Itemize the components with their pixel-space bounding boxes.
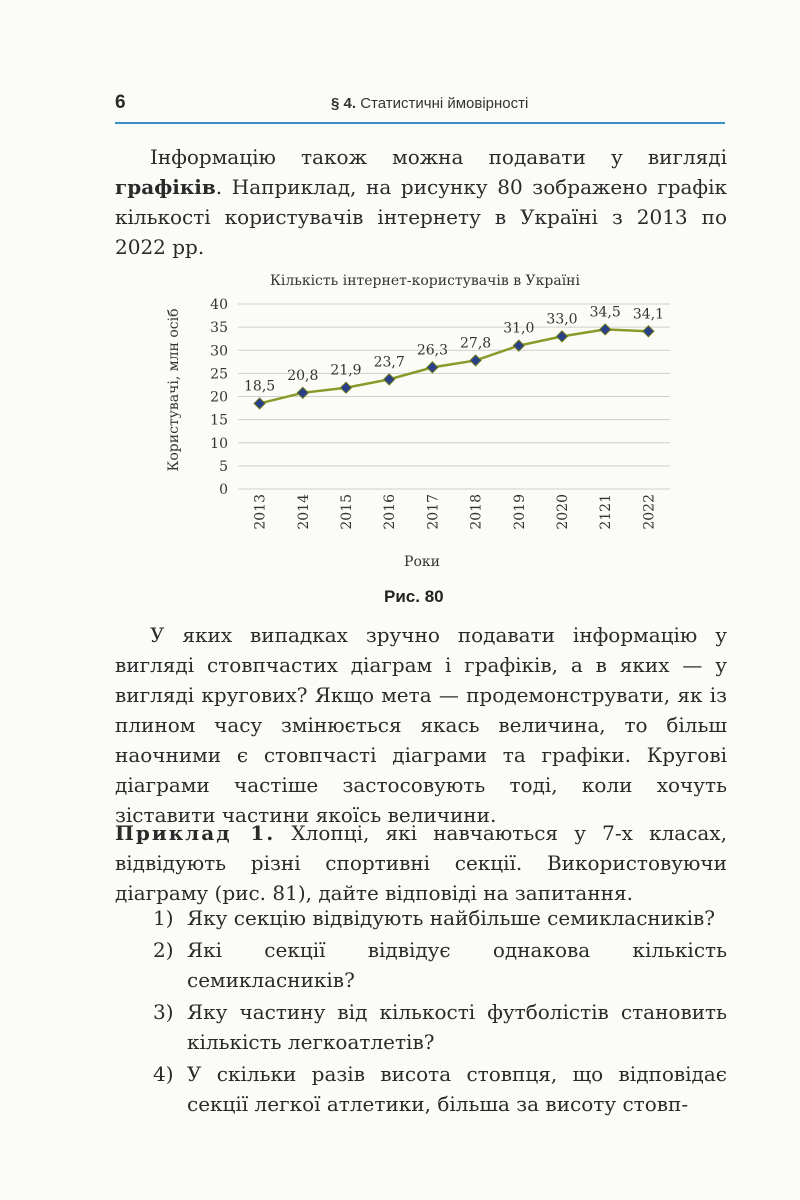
x-tick-label: 2014	[295, 494, 312, 530]
data-value-label: 34,1	[632, 306, 664, 323]
y-tick-label: 5	[219, 458, 228, 475]
data-value-label: 33,0	[546, 311, 578, 328]
y-tick-label: 25	[210, 366, 228, 383]
data-value-label: 31,0	[503, 320, 535, 337]
x-tick-label: 2017	[425, 494, 442, 530]
question-number: 3)	[153, 1000, 174, 1024]
section-title-text: Статистичні ймовірності	[360, 95, 529, 112]
data-value-label: 20,8	[287, 367, 319, 384]
intro-text-start: Інформацію також можна подавати у вигляді	[150, 145, 727, 169]
question-number: 4)	[153, 1062, 174, 1086]
discussion-paragraph: У яких випадках зручно подавати інформацію у вигляді стовпчастих діаграм і графіків, а в яких — у вигляді кругових? Якщо мета — продемонструвати, як із плином часу змінюється якась величина, то більш наочними є стовпчасті діаграми та графіки. Кругові діаграми частіше застосовують тоді, коли хочуть зіставити частини якоїсь величини.	[115, 623, 727, 827]
x-tick-label: 2020	[555, 494, 571, 530]
chart-y-axis-label: Користувачі, млн осіб	[166, 308, 182, 472]
y-tick-label: 40	[210, 297, 228, 313]
y-tick-label: 20	[210, 389, 228, 406]
x-tick-label: 2018	[468, 494, 485, 530]
question-text: Яку частину від кількості футболістів становить кількість легкоатлетів?	[187, 1000, 727, 1054]
x-tick-label: 2016	[382, 494, 399, 530]
chart-x-ticks	[253, 494, 658, 530]
example-text: Хлопці, які навчаються у 7-х класах, відвідують різні спортивні секції. Використовуючи діаграму (рис. 81), дайте відповіді на запитання.	[115, 821, 727, 905]
chart-x-axis-label: Роки	[404, 554, 440, 570]
data-point-marker	[341, 382, 352, 393]
data-value-label: 34,5	[589, 304, 621, 321]
page-header	[115, 92, 725, 122]
data-value-label: 23,7	[373, 354, 405, 371]
question-text: У скільки разів висота стовпця, що відповідає секції легкої атлетики, більша за висоту стовп-	[187, 1062, 727, 1116]
data-point-marker	[384, 374, 395, 385]
chart-value-labels	[244, 304, 664, 394]
data-value-label: 27,8	[460, 335, 492, 352]
question-text: Які секції відвідує однакова кількість семикласників?	[187, 938, 727, 992]
question-text: Яку секцію відвідують найбільше семикласників?	[187, 906, 715, 930]
example-label: Приклад 1.	[115, 821, 276, 845]
intro-text-end: . Наприклад, на рисунку 80 зображено графік кількості користувачів інтернету в Україні з 2013 по 2022 рр.	[115, 175, 727, 259]
question-item	[115, 903, 727, 933]
question-number: 1)	[153, 906, 174, 930]
data-point-marker	[600, 324, 611, 335]
data-value-label: 18,5	[244, 378, 276, 395]
x-tick-label: 2019	[511, 494, 528, 530]
y-tick-label: 0	[219, 482, 228, 498]
figure-caption: Рис. 80	[384, 587, 444, 606]
data-point-marker	[254, 398, 265, 409]
question-list	[115, 903, 727, 1121]
page-number: 6	[115, 92, 126, 113]
x-tick-label: 2013	[252, 494, 269, 530]
question-item	[115, 1059, 727, 1119]
y-tick-label: 30	[210, 343, 228, 360]
x-tick-label: 2022	[641, 494, 658, 530]
question-item	[115, 935, 727, 995]
chart-y-ticks	[210, 297, 228, 498]
data-point-marker	[513, 340, 524, 351]
y-tick-label: 10	[210, 435, 228, 452]
question-number: 2)	[153, 938, 174, 962]
x-tick-label: 2015	[339, 494, 355, 530]
data-point-marker	[470, 355, 481, 366]
section-title	[331, 95, 528, 112]
data-point-marker	[557, 331, 568, 342]
example-paragraph	[115, 818, 727, 908]
internet-users-chart	[160, 262, 690, 587]
question-item	[115, 997, 727, 1057]
intro-bold-term: графіків	[115, 175, 216, 199]
data-point-marker	[427, 362, 438, 373]
series-line	[260, 329, 649, 403]
section-label: § 4.	[331, 95, 357, 112]
y-tick-label: 15	[210, 412, 228, 429]
chart-title: Кількість інтернет-користувачів в Україні	[270, 273, 580, 289]
data-value-label: 21,9	[330, 362, 362, 379]
header-rule	[115, 122, 725, 124]
data-value-label: 26,3	[416, 342, 448, 359]
x-tick-label: 2121	[598, 494, 615, 530]
intro-paragraph	[115, 142, 727, 262]
y-tick-label: 35	[210, 320, 228, 337]
